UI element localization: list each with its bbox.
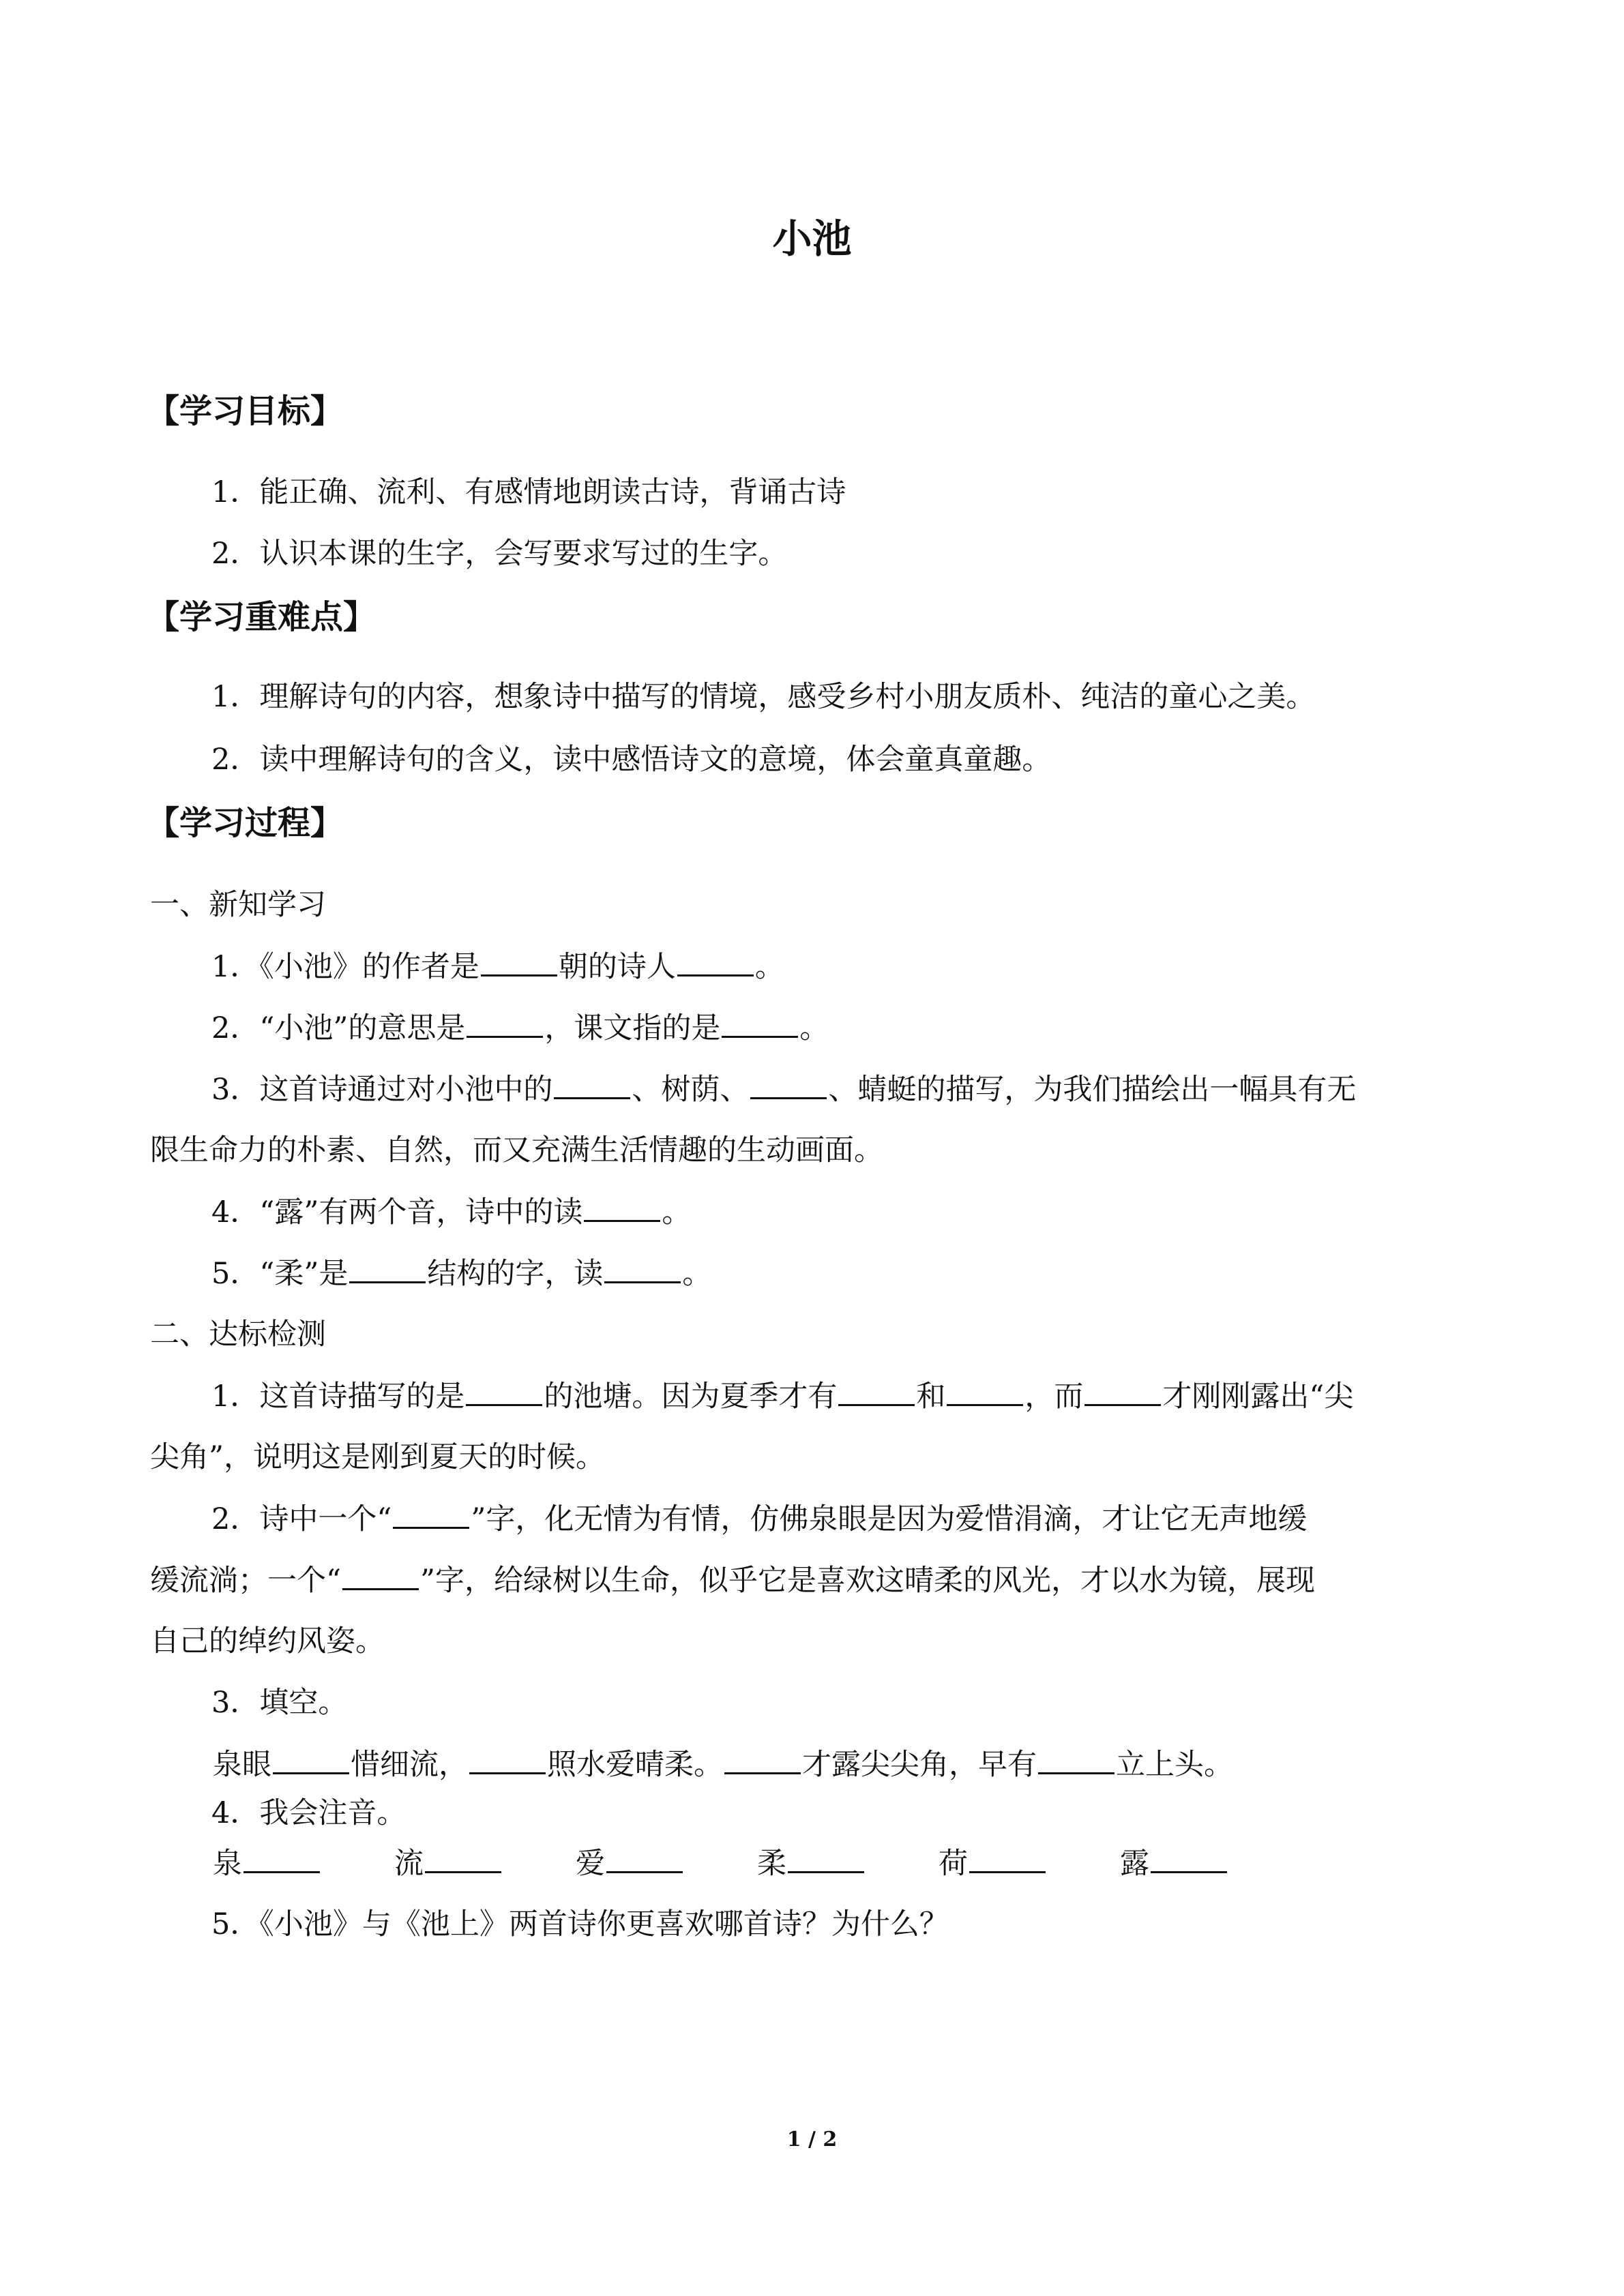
part2-question-3: 3．填空。 <box>211 1686 348 1720</box>
part1-question-1: 1．《小池》的作者是 朝的诗人 。 <box>211 944 784 989</box>
answer-blank[interactable] <box>481 944 557 976</box>
answer-blank[interactable] <box>838 1374 915 1406</box>
part1-question-3-cont: 限生命力的朴素、自然，而又充满生活情趣的生动画面。 <box>150 1133 883 1167</box>
answer-blank[interactable] <box>722 1006 798 1038</box>
pinyin-item: 泉 <box>213 1841 321 1885</box>
answer-blank[interactable] <box>273 1742 349 1774</box>
part1-heading: 一、新知学习 <box>150 888 326 922</box>
answer-blank[interactable] <box>1151 1841 1227 1873</box>
pinyin-item: 荷 <box>939 1841 1047 1885</box>
objective-1: 1．能正确、流利、有感情地朗读古诗，背诵古诗 <box>211 475 846 509</box>
section-key-points: 【学习重难点】 <box>147 598 377 636</box>
part1-question-2: 2．“小池”的意思是 ，课文指的是 。 <box>211 1006 829 1050</box>
answer-blank[interactable] <box>393 1497 469 1529</box>
answer-blank[interactable] <box>750 1067 827 1099</box>
answer-blank[interactable] <box>604 1251 681 1283</box>
answer-blank[interactable] <box>425 1841 501 1873</box>
part2-question-5: 5．《小池》与《池上》两首诗你更喜欢哪首诗？为什么？ <box>211 1907 949 1941</box>
page-number: 1 / 2 <box>786 2128 838 2151</box>
page-title: 小池 <box>772 215 852 262</box>
answer-blank[interactable] <box>584 1190 660 1222</box>
key-point-2: 2．读中理解诗句的含义，读中感悟诗文的意境，体会童真童趣。 <box>211 743 1052 777</box>
answer-blank[interactable] <box>349 1251 426 1283</box>
answer-blank[interactable] <box>243 1841 320 1873</box>
pinyin-item: 露 <box>1120 1841 1228 1885</box>
part2-question-1-cont: 尖角”，说明这是刚到夏天的时候。 <box>150 1440 605 1474</box>
answer-blank[interactable] <box>677 944 754 976</box>
part2-question-2-end: 自己的绰约风姿。 <box>150 1624 385 1658</box>
answer-blank[interactable] <box>466 1374 542 1406</box>
answer-blank[interactable] <box>969 1841 1046 1873</box>
section-objectives: 【学习目标】 <box>147 392 344 430</box>
answer-blank[interactable] <box>1084 1374 1161 1406</box>
answer-blank[interactable] <box>788 1841 864 1873</box>
part2-question-2: 2．诗中一个“ ”字，化无情为有情，仿佛泉眼是因为爱惜涓滴，才让它无声地缓 <box>211 1497 1307 1541</box>
part1-question-4: 4．“露”有两个音，诗中的读 。 <box>211 1190 691 1234</box>
answer-blank[interactable] <box>467 1006 543 1038</box>
key-point-1: 1．理解诗句的内容，想象诗中描写的情境，感受乡村小朋友质朴、纯洁的童心之美。 <box>211 680 1316 714</box>
pinyin-item: 爱 <box>576 1841 684 1885</box>
part1-question-5: 5．“柔”是 结构的字，读 。 <box>211 1251 711 1296</box>
part1-question-3: 3．这首诗通过对小池中的 、树荫、 、蜻蜓的描写，为我们描绘出一幅具有无 <box>211 1067 1356 1112</box>
answer-blank[interactable] <box>469 1742 546 1774</box>
answer-blank[interactable] <box>1038 1742 1114 1774</box>
part2-heading: 二、达标检测 <box>150 1317 326 1352</box>
pinyin-item: 流 <box>394 1841 503 1885</box>
pinyin-item: 柔 <box>757 1841 866 1885</box>
answer-blank[interactable] <box>947 1374 1023 1406</box>
answer-blank[interactable] <box>724 1742 801 1774</box>
poem-fill-line: 泉眼 惜细流， 照水爱晴柔。 才露尖尖角，早有 立上头。 <box>213 1742 1233 1787</box>
objective-2: 2．认识本课的生字，会写要求写过的生字。 <box>211 537 788 571</box>
answer-blank[interactable] <box>606 1841 683 1873</box>
part2-question-2-cont: 缓流淌；一个“ ”字，给绿树以生命，似乎它是喜欢这晴柔的风光，才以水为镜，展现 <box>150 1558 1315 1602</box>
answer-blank[interactable] <box>554 1067 630 1099</box>
section-process: 【学习过程】 <box>147 804 344 842</box>
answer-blank[interactable] <box>342 1558 419 1590</box>
part2-question-1: 1．这首诗描写的是 的池塘。因为夏季才有 和 ，而 才刚刚露出“尖 <box>211 1374 1353 1418</box>
part2-question-4: 4．我会注音。 <box>211 1796 407 1830</box>
